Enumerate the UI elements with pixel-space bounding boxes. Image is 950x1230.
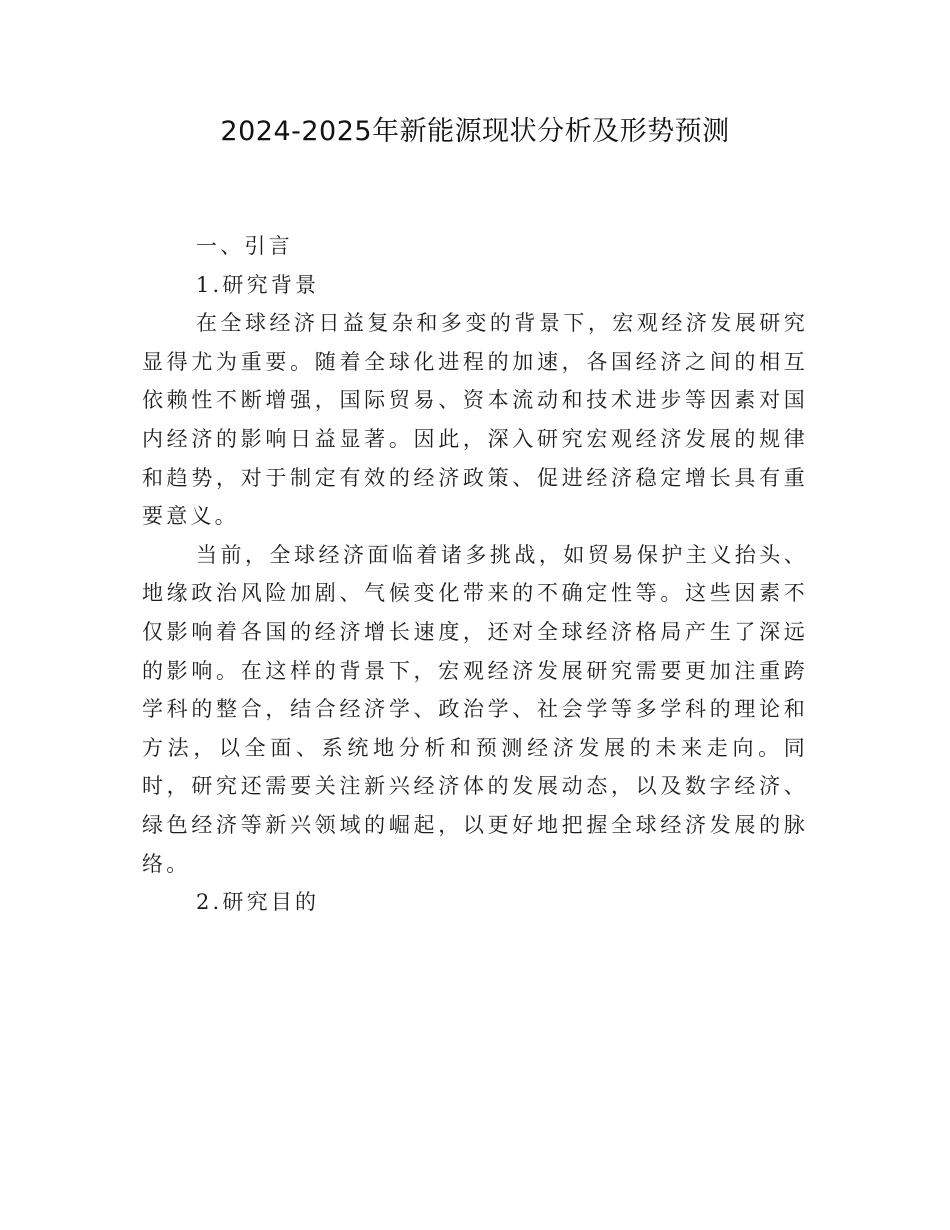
paragraph-background-2: 当前，全球经济面临着诸多挑战，如贸易保护主义抬头、地缘政治风险加剧、气候变化带来的不确定性等。这些因素不仅影响着各国的经济增长速度，还对全球经济格局产生了深远的影响。在这样的背景下，宏观经济发展研究需要更加注重跨学科的整合，结合经济学、政治学、社会学等多学科的理论和方法，以全面、系统地分析和预测经济发展的未来走向。同时，研究还需要关注新兴经济体的发展动态，以及数字经济、绿色经济等新兴领域的崛起，以更好地把握全球经济发展的脉络。 [142, 542, 808, 876]
document-body [142, 227, 808, 922]
subsection-heading-research-background: 1.研究背景 [196, 272, 320, 297]
section-heading-introduction: 一、引言 [196, 234, 293, 258]
document-title: 2024-2025年新能源现状分析及形势预测 [220, 116, 730, 147]
subsection-heading-research-purpose: 2.研究目的 [196, 890, 320, 915]
paragraph-background-1: 在全球经济日益复杂和多变的背景下，宏观经济发展研究显得尤为重要。随着全球化进程的加速，各国经济之间的相互依赖性不断增强，国际贸易、资本流动和技术进步等因素对国内经济的影响日益显著。因此，深入研究宏观经济发展的规律和趋势，对于制定有效的经济政策、促进经济稳定增长具有重要意义。 [142, 311, 808, 529]
